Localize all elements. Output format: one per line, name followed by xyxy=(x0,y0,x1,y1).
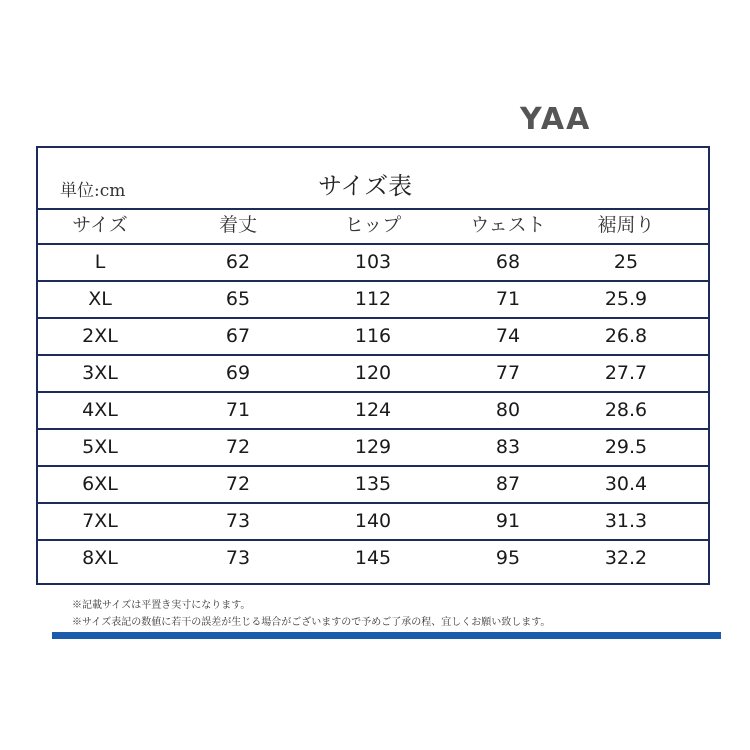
column-header: サイズ xyxy=(72,214,128,236)
table-cell: 80 xyxy=(495,399,521,421)
table-cell: 7XL xyxy=(82,510,118,532)
accent-bar xyxy=(52,632,721,639)
table-cell: L xyxy=(94,251,106,273)
table-cell: XL xyxy=(88,288,112,310)
table-cell: 6XL xyxy=(82,473,118,495)
table-cell: 28.6 xyxy=(604,399,648,421)
table-cell: 4XL xyxy=(82,399,118,421)
table-cell: 67 xyxy=(225,325,251,347)
table-cell: 145 xyxy=(354,547,392,569)
table-cell: 25.9 xyxy=(604,288,648,310)
table-cell: 65 xyxy=(225,288,251,310)
table-cell: 26.8 xyxy=(604,325,648,347)
table-cell: 87 xyxy=(495,473,521,495)
column-header: ウェスト xyxy=(470,214,546,236)
table-cell: 74 xyxy=(495,325,521,347)
table-row xyxy=(38,356,708,393)
column-header: 裾周り xyxy=(597,214,655,236)
column-header: 着丈 xyxy=(218,214,257,236)
table-cell: 124 xyxy=(354,399,392,421)
table-cell: 27.7 xyxy=(604,362,648,384)
table-title: サイズ表 xyxy=(318,172,413,200)
brand-logo: YAA xyxy=(520,102,592,137)
table-cell: 103 xyxy=(354,251,392,273)
table-cell: 140 xyxy=(354,510,392,532)
column-header: ヒップ xyxy=(344,214,402,236)
table-cell: 91 xyxy=(495,510,521,532)
table-cell: 2XL xyxy=(82,325,118,347)
table-cell: 71 xyxy=(225,399,251,421)
table-row xyxy=(38,504,708,541)
table-row xyxy=(38,393,708,430)
table-cell: 32.2 xyxy=(604,547,648,569)
table-cell: 83 xyxy=(495,436,521,458)
table-row xyxy=(38,282,708,319)
table-row xyxy=(38,430,708,467)
table-cell: 71 xyxy=(495,288,521,310)
table-cell: 8XL xyxy=(82,547,118,569)
table-cell: 62 xyxy=(225,251,251,273)
table-cell: 72 xyxy=(225,473,251,495)
table-cell: 30.4 xyxy=(604,473,648,495)
table-row xyxy=(38,245,708,282)
table-cell: 5XL xyxy=(82,436,118,458)
table-cell: 120 xyxy=(354,362,392,384)
table-cell: 129 xyxy=(354,436,392,458)
table-cell: 31.3 xyxy=(604,510,648,532)
note-line-2: ※サイズ表記の数値に若干の誤差が生じる場合がございますので予めご了承の程、宜しくお願い致します。 xyxy=(72,617,551,628)
table-cell: 112 xyxy=(354,288,392,310)
size-table xyxy=(36,146,710,585)
table-header-row xyxy=(38,208,708,245)
table-cell: 116 xyxy=(354,325,392,347)
table-title-row xyxy=(38,148,708,210)
table-row xyxy=(38,319,708,356)
table-cell: 77 xyxy=(495,362,521,384)
note-line-1: ※記載サイズは平置き実寸になります。 xyxy=(72,600,251,611)
table-cell: 68 xyxy=(495,251,521,273)
table-cell: 73 xyxy=(225,510,251,532)
unit-label: 単位:cm xyxy=(60,181,126,201)
table-cell: 72 xyxy=(225,436,251,458)
table-cell: 29.5 xyxy=(604,436,648,458)
table-cell: 69 xyxy=(225,362,251,384)
table-row xyxy=(38,541,708,578)
table-cell: 25 xyxy=(613,251,639,273)
table-cell: 95 xyxy=(495,547,521,569)
table-cell: 135 xyxy=(354,473,392,495)
table-cell: 73 xyxy=(225,547,251,569)
table-cell: 3XL xyxy=(82,362,118,384)
table-row xyxy=(38,467,708,504)
